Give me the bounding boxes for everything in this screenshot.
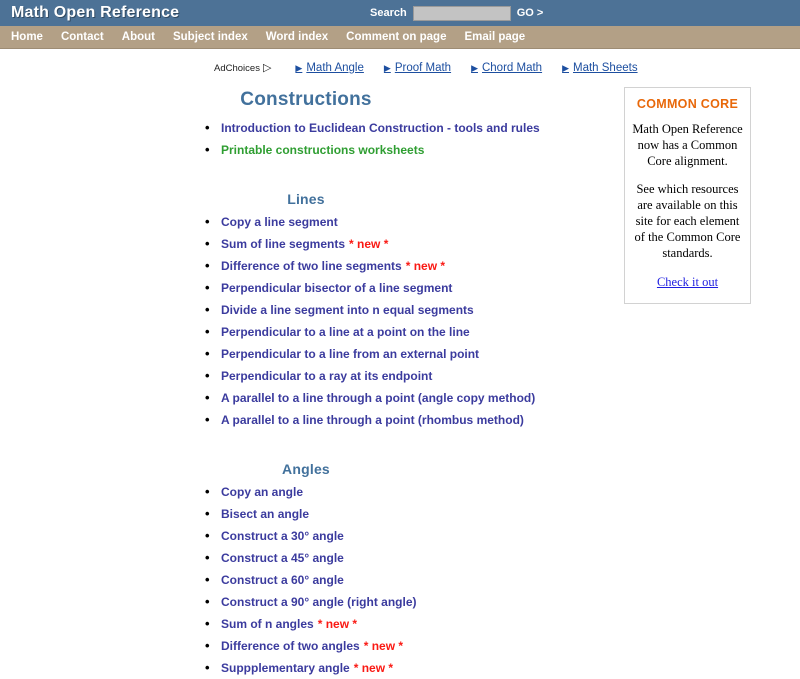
list-item <box>0 211 612 233</box>
page-title: Constructions <box>240 89 372 110</box>
new-badge: * new * <box>363 639 404 653</box>
construction-link[interactable]: Perpendicular to a line at a point on the line <box>221 325 470 339</box>
common-core-box <box>624 87 751 304</box>
search-input[interactable] <box>413 6 511 21</box>
construction-link[interactable]: Divide a line segment into n equal segments <box>221 303 474 317</box>
intro-link-list <box>0 117 612 161</box>
new-badge: * new * <box>353 661 394 675</box>
page-body <box>0 77 800 679</box>
site-title: Math Open Reference <box>11 4 180 21</box>
list-item <box>0 547 612 569</box>
nav-item-contact[interactable]: Contact <box>60 31 104 43</box>
ad-link-proof-math[interactable] <box>384 62 451 74</box>
construction-link[interactable]: Construct a 60° angle <box>221 573 344 587</box>
site-header <box>0 0 800 26</box>
list-item <box>0 657 612 679</box>
construction-link[interactable]: A parallel to a line through a point (rhombus method) <box>221 413 524 427</box>
search-go-button[interactable]: GO > <box>516 7 544 19</box>
ad-link-label: Math Angle <box>306 62 364 74</box>
sidebar-column <box>612 77 800 304</box>
construction-link[interactable]: Difference of two line segments <box>221 259 402 273</box>
sections-container <box>0 161 612 679</box>
play-arrow-icon: ▶ <box>562 62 569 73</box>
link-list-lines <box>0 211 612 431</box>
content-column <box>0 77 612 679</box>
construction-link[interactable]: Sum of line segments <box>221 237 346 251</box>
list-item <box>0 139 612 161</box>
list-item <box>0 409 612 431</box>
construction-link[interactable]: Perpendicular to a ray at its endpoint <box>221 369 433 383</box>
nav-item-about[interactable]: About <box>121 31 155 43</box>
main-navigation <box>0 26 800 49</box>
ad-row <box>0 59 800 77</box>
adchoices-triangle-icon: ▷ <box>262 61 272 74</box>
new-badge: * new * <box>349 237 389 251</box>
ad-link-label: Math Sheets <box>573 62 638 74</box>
ad-links <box>295 62 637 74</box>
list-item <box>0 481 612 503</box>
construction-link[interactable]: Sum of n angles <box>221 617 314 631</box>
construction-link[interactable]: Copy an angle <box>221 485 304 499</box>
nav-item-subject-index[interactable]: Subject index <box>172 31 248 43</box>
common-core-heading: COMMON CORE <box>636 97 739 111</box>
list-item <box>0 299 612 321</box>
ad-link-chord-math[interactable] <box>471 62 542 74</box>
list-item <box>0 613 612 635</box>
list-item <box>0 343 612 365</box>
search-area <box>370 0 543 26</box>
construction-link[interactable]: Introduction to Euclidean Construction - tools and rules <box>221 121 540 135</box>
list-item <box>0 365 612 387</box>
construction-link[interactable]: Difference of two angles <box>221 639 360 653</box>
play-arrow-icon: ▶ <box>471 62 478 73</box>
nav-item-word-index[interactable]: Word index <box>265 31 329 43</box>
construction-link[interactable]: Copy a line segment <box>221 215 338 229</box>
nav-item-comment-on-page[interactable]: Comment on page <box>346 31 447 43</box>
common-core-check-it-out-link[interactable]: Check it out <box>656 275 719 289</box>
construction-link[interactable]: Perpendicular bisector of a line segment <box>221 281 453 295</box>
construction-link[interactable]: Bisect an angle <box>221 507 310 521</box>
list-item <box>0 503 612 525</box>
construction-link[interactable]: Printable constructions worksheets <box>221 143 425 157</box>
list-item <box>0 635 612 657</box>
ad-link-math-angle[interactable] <box>295 62 363 74</box>
nav-item-home[interactable]: Home <box>11 31 43 43</box>
search-label: Search <box>370 7 407 19</box>
construction-link[interactable]: Construct a 90° angle (right angle) <box>221 595 417 609</box>
construction-link[interactable]: Construct a 45° angle <box>221 551 344 565</box>
construction-link[interactable]: Suppplementary angle <box>221 661 350 675</box>
list-item <box>0 387 612 409</box>
adchoices-button[interactable] <box>214 63 271 74</box>
list-item <box>0 525 612 547</box>
section-title-angles: Angles <box>282 461 330 477</box>
play-arrow-icon: ▶ <box>383 62 391 73</box>
common-core-paragraph-2: See which resources are available on this site for each element of the Common Core standards. <box>634 182 741 260</box>
ad-link-label: Chord Math <box>481 62 543 74</box>
common-core-paragraph-1: Math Open Reference now has a Common Core alignment. <box>632 122 743 168</box>
list-item <box>0 255 612 277</box>
new-badge: * new * <box>317 617 358 631</box>
construction-link[interactable]: Construct a 30° angle <box>221 529 344 543</box>
construction-link[interactable]: Perpendicular to a line from an external point <box>221 347 480 361</box>
section-title-lines: Lines <box>287 191 325 207</box>
new-badge: * new * <box>405 259 446 273</box>
ad-link-label: Proof Math <box>394 62 452 74</box>
play-arrow-icon: ▶ <box>295 62 303 73</box>
nav-item-email-page[interactable]: Email page <box>464 31 526 43</box>
list-item <box>0 321 612 343</box>
ad-link-math-sheets[interactable] <box>562 62 638 74</box>
adchoices-label: AdChoices <box>214 62 260 74</box>
list-item <box>0 117 612 139</box>
construction-link[interactable]: A parallel to a line through a point (angle copy method) <box>221 391 536 405</box>
list-item <box>0 277 612 299</box>
list-item <box>0 569 612 591</box>
list-item <box>0 591 612 613</box>
list-item <box>0 233 612 255</box>
link-list-angles <box>0 481 612 679</box>
